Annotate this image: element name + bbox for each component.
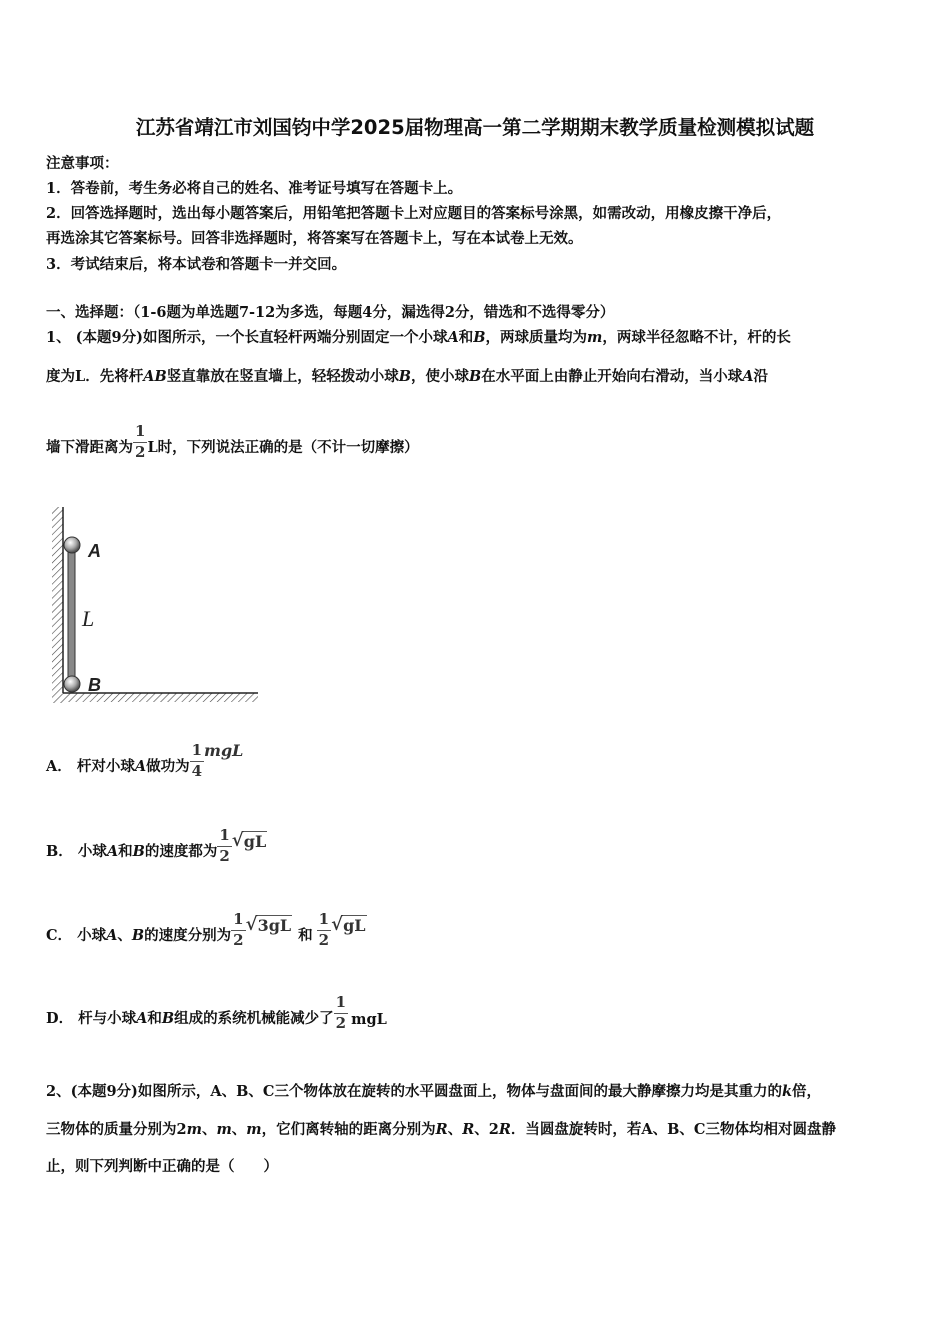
option-d-and: 和 <box>147 1010 162 1027</box>
option-d-ball-a: A <box>136 1010 148 1027</box>
q1-option-d <box>46 993 387 1032</box>
frac-num: 1 <box>335 993 347 1011</box>
q1-line3a: 墙下滑距离为 <box>46 439 133 456</box>
option-d-expr: mgL <box>351 1011 387 1028</box>
label-a: A <box>88 541 101 561</box>
q2-c4: 、2 <box>474 1121 499 1138</box>
notice-item-2a: 2．回答选择题时，选出每小题答案后，用铅笔把答题卡上对应题目的答案标号涂黑，如需改动，用橡皮擦干净后， <box>46 205 782 222</box>
option-c-sep: 、 <box>117 927 132 944</box>
option-d-fraction <box>334 995 348 1031</box>
q1-option-a <box>46 741 244 780</box>
frac-den: 2 <box>135 443 146 461</box>
q1-line2d: 在水平面上由静止开始向右滑动，当小球 <box>481 368 743 385</box>
option-a-label: A． <box>46 758 72 775</box>
q1-text2: ，两球质量均为 <box>485 329 587 346</box>
q1-mass: m <box>587 329 603 346</box>
q2-line-1 <box>46 1080 821 1101</box>
q1-text: 如图所示，一个长直轻杆两端分别固定一个小球 <box>142 329 448 346</box>
option-c-sqrt-1: √ 3gL <box>245 914 292 935</box>
option-c-sqrt-2: √ gL <box>331 914 366 935</box>
q1-line2b: 竖直靠放在竖直墙上，轻轻拨动小球 <box>166 368 399 385</box>
option-b-ball-a: A <box>106 843 119 860</box>
ball-a <box>64 537 80 553</box>
option-c-ball-a: A <box>106 927 118 944</box>
q2-line2a: 三物体的质量分别为2 <box>46 1121 187 1138</box>
q2-line2c: ．当圆盘旋转时，若A、B、C三物体均相对圆盘静 <box>510 1121 836 1138</box>
option-b-label: B． <box>46 843 73 860</box>
wall-hatching <box>52 507 63 703</box>
q1-line-2 <box>46 365 768 386</box>
option-a-expr: mgL <box>204 741 244 760</box>
q1-rod-ab: AB <box>143 368 167 385</box>
option-c-and: 和 <box>298 927 313 944</box>
q1-and: 和 <box>458 329 474 346</box>
frac-den: 2 <box>233 931 244 949</box>
q2-c3: 、 <box>447 1121 463 1138</box>
notice-item-2b: 再选涂其它答案标号。回答非选择题时，将答案写在答题卡上，写在本试卷上无效。 <box>46 230 583 247</box>
frac-num: 1 <box>219 826 230 844</box>
q2-line1a: 如图所示，A、B、C三个物体放在旋转的水平圆盘面上，物体与盘面间的最大静摩擦力均是其重力的 <box>137 1083 782 1100</box>
fraction-one-half <box>133 424 147 460</box>
q2-line1b: 倍， <box>792 1083 821 1100</box>
frac-num: 1 <box>233 910 244 928</box>
frac-den: 2 <box>318 931 330 949</box>
q2-r1: R <box>435 1121 448 1138</box>
q2-number: 2、 <box>46 1083 71 1100</box>
q1-ball-b: B <box>473 329 486 346</box>
q2-line2b: ，它们离转轴的距离分别为 <box>261 1121 436 1138</box>
option-b-ball-b: B <box>132 843 145 860</box>
option-c-text: 小球 <box>77 927 107 944</box>
notice-heading: 注意事项： <box>46 155 119 172</box>
q2-m2: m <box>216 1121 232 1138</box>
option-b-radicand: gL <box>243 832 267 851</box>
option-c-radicand-2: gL <box>343 916 366 935</box>
frac-den: 2 <box>335 1014 347 1032</box>
q1-ball-a-2: A <box>742 368 754 385</box>
q2-line-3: 止，则下列判断中正确的是（ ） <box>46 1158 278 1175</box>
q2-c2: 、 <box>231 1121 247 1138</box>
option-d-text2: 组成的系统机械能减少了 <box>174 1010 334 1027</box>
option-b-text2: 的速度都为 <box>144 843 218 860</box>
q2-tag: (本题9分) <box>70 1083 138 1100</box>
section-heading: 一、选择题：（1-6题为单选题7-12为多选，每题4分，漏选得2分，错选和不选得零分） <box>46 304 615 321</box>
option-a-fraction <box>190 743 204 779</box>
frac-den: 2 <box>219 847 230 865</box>
q2-line-2 <box>46 1118 836 1139</box>
q1-text3: ，两球半径忽略不计，杆的长 <box>602 329 791 346</box>
option-c-radicand-1: 3gL <box>257 916 292 935</box>
q2-k: k <box>781 1083 792 1100</box>
q1-line2a: 度为L．先将杆 <box>46 368 144 385</box>
label-l: L <box>82 606 95 631</box>
option-c-fraction-2 <box>317 912 331 948</box>
q1-tag: (本题9分) <box>75 329 143 346</box>
option-a-text2: 做功为 <box>146 758 190 775</box>
option-b-and: 和 <box>118 843 133 860</box>
option-d-ball-b: B <box>161 1010 175 1027</box>
option-d-text: 杆与小球 <box>78 1010 137 1027</box>
q1-ball-b-2: B <box>398 368 411 385</box>
q1-line2c: ，使小球 <box>410 368 469 385</box>
q1-ball-a: A <box>447 329 459 346</box>
option-a-text: 杆对小球 <box>76 758 135 775</box>
notice-item-3: 3．考试结束后，将本试卷和答题卡一并交回。 <box>46 256 347 273</box>
q2-m3: m <box>246 1121 262 1138</box>
q1-figure <box>48 503 263 708</box>
q1-option-b <box>46 826 267 865</box>
frac-den: 4 <box>191 762 203 780</box>
q1-option-c <box>46 910 367 949</box>
q1-line-3 <box>46 422 419 461</box>
notice-item-1: 1．答卷前，考生务必将自己的姓名、准考证号填写在答题卡上。 <box>46 180 463 197</box>
q1-ball-b-3: B <box>468 368 482 385</box>
option-b-sqrt: √ gL <box>231 830 267 851</box>
option-b-fraction <box>217 828 231 864</box>
q2-m1: m <box>186 1121 202 1138</box>
q1-line-1 <box>46 326 791 347</box>
option-a-ball: A <box>134 758 147 775</box>
option-c-text2: 的速度分别为 <box>144 927 232 944</box>
option-c-label: C． <box>46 927 73 944</box>
frac-num: 1 <box>135 422 146 440</box>
option-b-text: 小球 <box>77 843 107 860</box>
frac-num: 1 <box>318 910 330 928</box>
q1-number: 1、 <box>46 329 71 346</box>
q2-c1: 、 <box>201 1121 217 1138</box>
q1-line3b: L时，下列说法正确的是（不计一切摩擦） <box>147 439 419 456</box>
option-d-label: D． <box>46 1010 74 1027</box>
rod <box>68 545 75 685</box>
q2-r3: R <box>498 1121 511 1138</box>
option-c-ball-b: B <box>131 927 145 944</box>
option-c-fraction-1 <box>231 912 245 948</box>
page-title: 江苏省靖江市刘国钧中学2025届物理高一第二学期期末教学质量检测模拟试题 <box>135 116 815 139</box>
frac-num: 1 <box>191 741 203 759</box>
label-b: B <box>88 675 101 695</box>
q1-line2e: 沿 <box>753 368 769 385</box>
ball-b <box>64 676 80 692</box>
q2-r2: R <box>462 1121 475 1138</box>
